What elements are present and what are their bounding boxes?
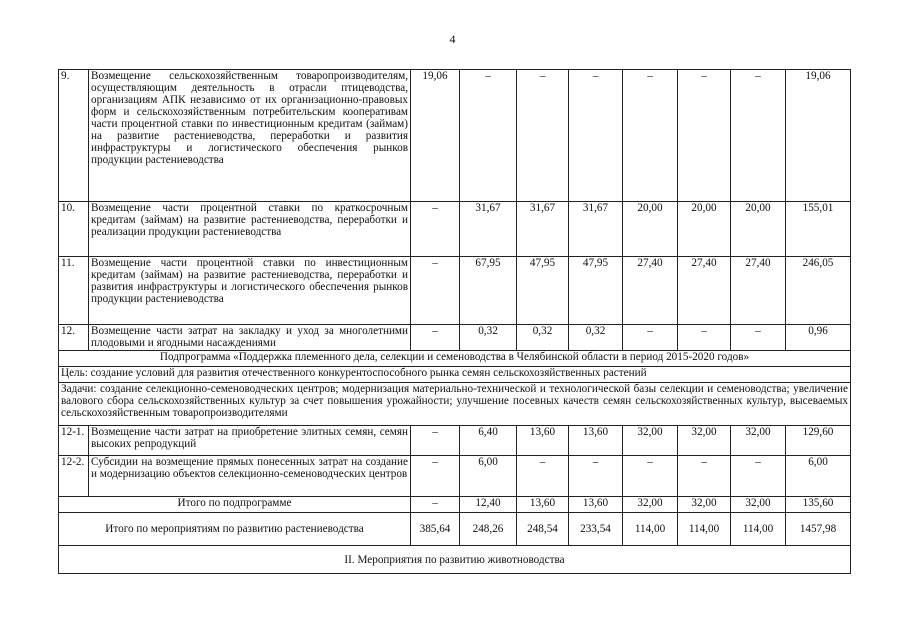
row-name: Возмещение части затрат на закладку и уход за многолетними плодовыми и ягодными насаждениями — [89, 325, 411, 351]
cell-value: – — [411, 325, 460, 351]
cell-value: – — [460, 70, 517, 202]
cell-value: – — [411, 497, 460, 513]
cell-value: – — [678, 70, 731, 202]
cell-value: 13,60 — [517, 497, 569, 513]
subprogram-total-label: Итого по подпрограмме — [59, 497, 411, 513]
cell-value: 27,40 — [678, 257, 731, 325]
section-title: II. Мероприятия по развитию животноводства — [59, 546, 851, 574]
cell-total: 135,60 — [786, 497, 851, 513]
cell-value: 32,00 — [678, 426, 731, 456]
cell-value: 13,60 — [569, 497, 623, 513]
page-number: 4 — [449, 32, 456, 46]
goal-row — [59, 367, 851, 383]
subprogram-title: Подпрограмма «Поддержка племенного дела, селекции и семеноводства в Челябинской области в период 2015-2020 годов» — [59, 351, 851, 367]
row-name: Возмещение части процентной ставки по инвестиционным кредитам (займам) на развитие растениеводства, переработки и развития инфраструктуры и логистического обеспечения рынков продукции растениеводства — [89, 257, 411, 325]
cell-value: 27,40 — [731, 257, 786, 325]
budget-table — [58, 69, 851, 574]
cell-value: 0,32 — [517, 325, 569, 351]
cell-value: – — [411, 426, 460, 456]
row-number: 12-2. — [59, 456, 89, 497]
cell-value: 233,54 — [569, 513, 623, 546]
cell-total: 155,01 — [786, 202, 851, 257]
cell-value: 32,00 — [623, 426, 678, 456]
cell-total: 0,96 — [786, 325, 851, 351]
cell-value: – — [411, 456, 460, 497]
cell-total: 6,00 — [786, 456, 851, 497]
row-name: Возмещение части процентной ставки по краткосрочным кредитам (займам) на развитие растениеводства, переработки и реализации продукции растениеводства — [89, 202, 411, 257]
cell-value: 13,60 — [569, 426, 623, 456]
cell-value: 13,60 — [517, 426, 569, 456]
row-name: Возмещение сельскохозяйственным товаропроизводителям, осуществляющим деятельность в отрасли птицеводства, организациям АПК независимо от их организационно-правовых форм и сельскохозяйственным потребительским кооперативам части процентной ставки по инвестиционным кредитам (займам) на развитие растениеводства, переработки и развития инфраструктуры и логистического обеспечения рынков продукции растениеводства — [89, 70, 411, 202]
cell-value: 32,00 — [623, 497, 678, 513]
row-number: 9. — [59, 70, 89, 202]
cell-value: – — [623, 70, 678, 202]
cell-value: 20,00 — [731, 202, 786, 257]
cell-value: – — [517, 70, 569, 202]
crop-total-row — [59, 513, 851, 546]
cell-value: 20,00 — [623, 202, 678, 257]
cell-value: 32,00 — [731, 426, 786, 456]
section-row — [59, 546, 851, 574]
row-name: Возмещение части затрат на приобретение элитных семян, семян высоких репродукций — [89, 426, 411, 456]
row-number: 11. — [59, 257, 89, 325]
cell-value: – — [569, 456, 623, 497]
row-number: 12-1. — [59, 426, 89, 456]
row-number: 10. — [59, 202, 89, 257]
table-row — [59, 456, 851, 497]
cell-value: 47,95 — [569, 257, 623, 325]
cell-value: 0,32 — [569, 325, 623, 351]
row-name: Субсидии на возмещение прямых понесенных затрат на создание и модернизацию объектов селекционно-семеноводческих центров — [89, 456, 411, 497]
cell-value: 248,54 — [517, 513, 569, 546]
cell-total: 1457,98 — [786, 513, 851, 546]
subprogram-row — [59, 351, 851, 367]
cell-value: 67,95 — [460, 257, 517, 325]
cell-value: 20,00 — [678, 202, 731, 257]
cell-value: – — [731, 70, 786, 202]
cell-total: 19,06 — [786, 70, 851, 202]
subprogram-total-row — [59, 497, 851, 513]
cell-value: – — [411, 257, 460, 325]
cell-value: 385,64 — [411, 513, 460, 546]
table-row — [59, 202, 851, 257]
cell-value: 12,40 — [460, 497, 517, 513]
row-number: 12. — [59, 325, 89, 351]
cell-value: 114,00 — [731, 513, 786, 546]
cell-total: 246,05 — [786, 257, 851, 325]
cell-value: 27,40 — [623, 257, 678, 325]
tasks-row — [59, 383, 851, 426]
cell-value: – — [569, 70, 623, 202]
cell-value: – — [731, 456, 786, 497]
cell-value: 32,00 — [731, 497, 786, 513]
cell-value: 114,00 — [623, 513, 678, 546]
cell-value: 248,26 — [460, 513, 517, 546]
cell-value: 19,06 — [411, 70, 460, 202]
goal-text: Цель: создание условий для развития отечественного конкурентоспособного рынка семян сельскохозяйственных растений — [59, 367, 851, 383]
tasks-text: Задачи: создание селекционно-семеноводческих центров; модернизация материально-технической и технологической базы селекции и семеноводства; увеличение валового сбора сельскохозяйственных культур за счет повышения урожайности; улучшение посевных качеств семян сельскохозяйственных культур, высеваемых сельскохозяйственным товаропроизводителями — [59, 383, 851, 426]
cell-value: – — [623, 325, 678, 351]
cell-value: 32,00 — [678, 497, 731, 513]
cell-value: – — [731, 325, 786, 351]
table-row — [59, 426, 851, 456]
cell-value: 31,67 — [460, 202, 517, 257]
table-row — [59, 325, 851, 351]
cell-value: – — [678, 325, 731, 351]
cell-total: 129,60 — [786, 426, 851, 456]
cell-value: 47,95 — [517, 257, 569, 325]
cell-value: 0,32 — [460, 325, 517, 351]
cell-value: 31,67 — [517, 202, 569, 257]
cell-value: 6,40 — [460, 426, 517, 456]
crop-total-label: Итого по мероприятиям по развитию растениеводства — [59, 513, 411, 546]
cell-value: – — [678, 456, 731, 497]
cell-value: 6,00 — [460, 456, 517, 497]
cell-value: – — [517, 456, 569, 497]
table-row — [59, 70, 851, 202]
cell-value: 31,67 — [569, 202, 623, 257]
cell-value: – — [411, 202, 460, 257]
cell-value: – — [623, 456, 678, 497]
cell-value: 114,00 — [678, 513, 731, 546]
table-row — [59, 257, 851, 325]
